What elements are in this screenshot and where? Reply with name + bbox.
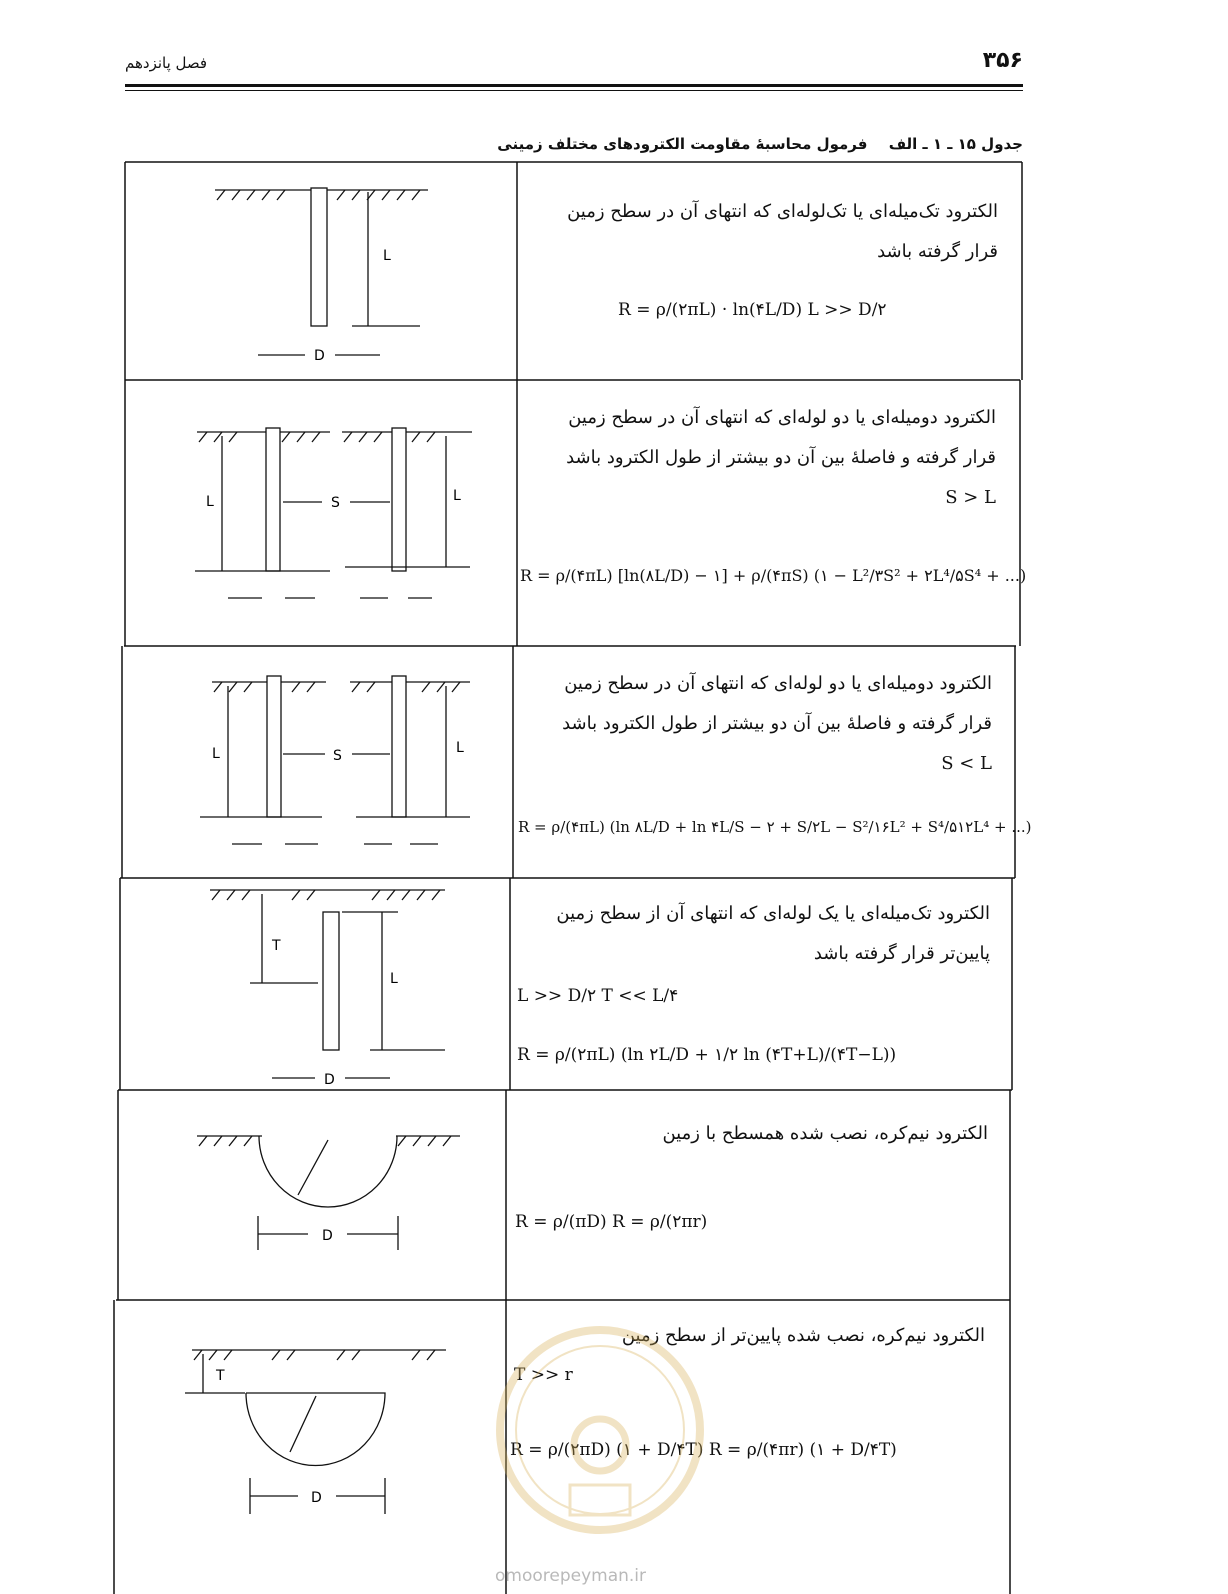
single-rod-diagram <box>215 188 428 355</box>
row3-description: الکترود دومیله‌ای یا دو لوله‌ای که انتهای آن در سطح زمین قرار گرفته و فاصلهٔ بین آن دو بیشتر از طول الکترود باشد S < L <box>562 673 992 774</box>
label-D: D <box>314 348 325 364</box>
table-caption <box>497 135 1023 153</box>
label-L: L <box>206 494 214 510</box>
table-number: جدول ۱۵ ـ ۱ ـ الف <box>888 135 1023 153</box>
watermark-seal <box>490 1320 710 1540</box>
header-rule <box>125 84 1023 87</box>
row4-description: الکترود تک‌میله‌ای یا یک لوله‌ای که انتهای آن از سطح زمین پایین‌تر قرار گرفته باشد <box>556 903 990 964</box>
label-D: D <box>324 1072 335 1088</box>
label-L: L <box>456 740 464 756</box>
header-rule-thin <box>125 90 1023 91</box>
label-L: L <box>453 488 461 504</box>
hemisphere-buried-diagram <box>185 1350 446 1514</box>
chapter-title: فصل پانزدهم <box>125 54 208 72</box>
label-L: L <box>212 746 220 762</box>
label-L: L <box>390 971 398 987</box>
row6-condition: T >> r <box>514 1365 573 1385</box>
table-title: فرمول محاسبهٔ مقاومت الکترودهای مختلف زمینی <box>497 135 868 153</box>
label-S: S <box>333 748 342 764</box>
row5-formula: R = ρ/(πD) R = ρ/(۲πr) <box>515 1212 708 1232</box>
label-D: D <box>311 1490 322 1506</box>
row4-condition: L >> D/۲ T << L/۴ <box>517 986 679 1006</box>
label-T: T <box>216 1368 225 1384</box>
hemisphere-surface-diagram <box>197 1136 460 1250</box>
row3-formula: R = ρ/(۴πL) (ln ۸L/D + ln ۴L/S − ۲ + S/۲L − S²/۱۶L² + S⁴/۵۱۲L⁴ + ...) <box>518 818 1032 836</box>
row4-formula: R = ρ/(۲πL) (ln ۲L/D + ۱/۲ ln (۴T+L)/(۴T−L)) <box>517 1045 897 1065</box>
row2-description: الکترود دومیله‌ای یا دو لوله‌ای که انتهای آن در سطح زمین قرار گرفته و فاصلهٔ بین آن دو بیشتر از طول الکترود باشد S > L <box>566 407 996 508</box>
label-L: L <box>383 248 391 264</box>
label-S: S <box>331 495 340 511</box>
row1-description: الکترود تک‌میله‌ای یا تک‌لوله‌ای که انتهای آن در سطح زمین قرار گرفته باشد <box>567 201 998 262</box>
two-rod-far-diagram <box>195 428 472 598</box>
row5-description: الکترود نیم‌کره، نصب شده همسطح با زمین <box>662 1123 988 1144</box>
row2-formula: R = ρ/(۴πL) [ln(۸L/D) − ۱] + ρ/(۴πS) (۱ − L²/۳S² + ۲L⁴/۵S⁴ + ...) <box>520 566 1027 585</box>
row6-description: الکترود نیم‌کره، نصب شده پایین‌تر از سطح زمین <box>621 1325 985 1346</box>
two-rod-near-diagram <box>200 676 470 844</box>
label-T: T <box>272 938 281 954</box>
page-header <box>125 48 1023 88</box>
label-D: D <box>322 1228 333 1244</box>
page-number: ۳۵۶ <box>982 48 1023 73</box>
footer-watermark: omoorepeyman.ir <box>495 1566 647 1586</box>
row1-formula: R = ρ/(۲πL) · ln(۴L/D) L >> D/۲ <box>618 300 887 320</box>
row6-formula: R = ρ/(۲πD) (۱ + D/۴T) R = ρ/(۴πr) (۱ + D/۴T) <box>510 1440 897 1460</box>
buried-rod-diagram <box>210 890 445 1078</box>
